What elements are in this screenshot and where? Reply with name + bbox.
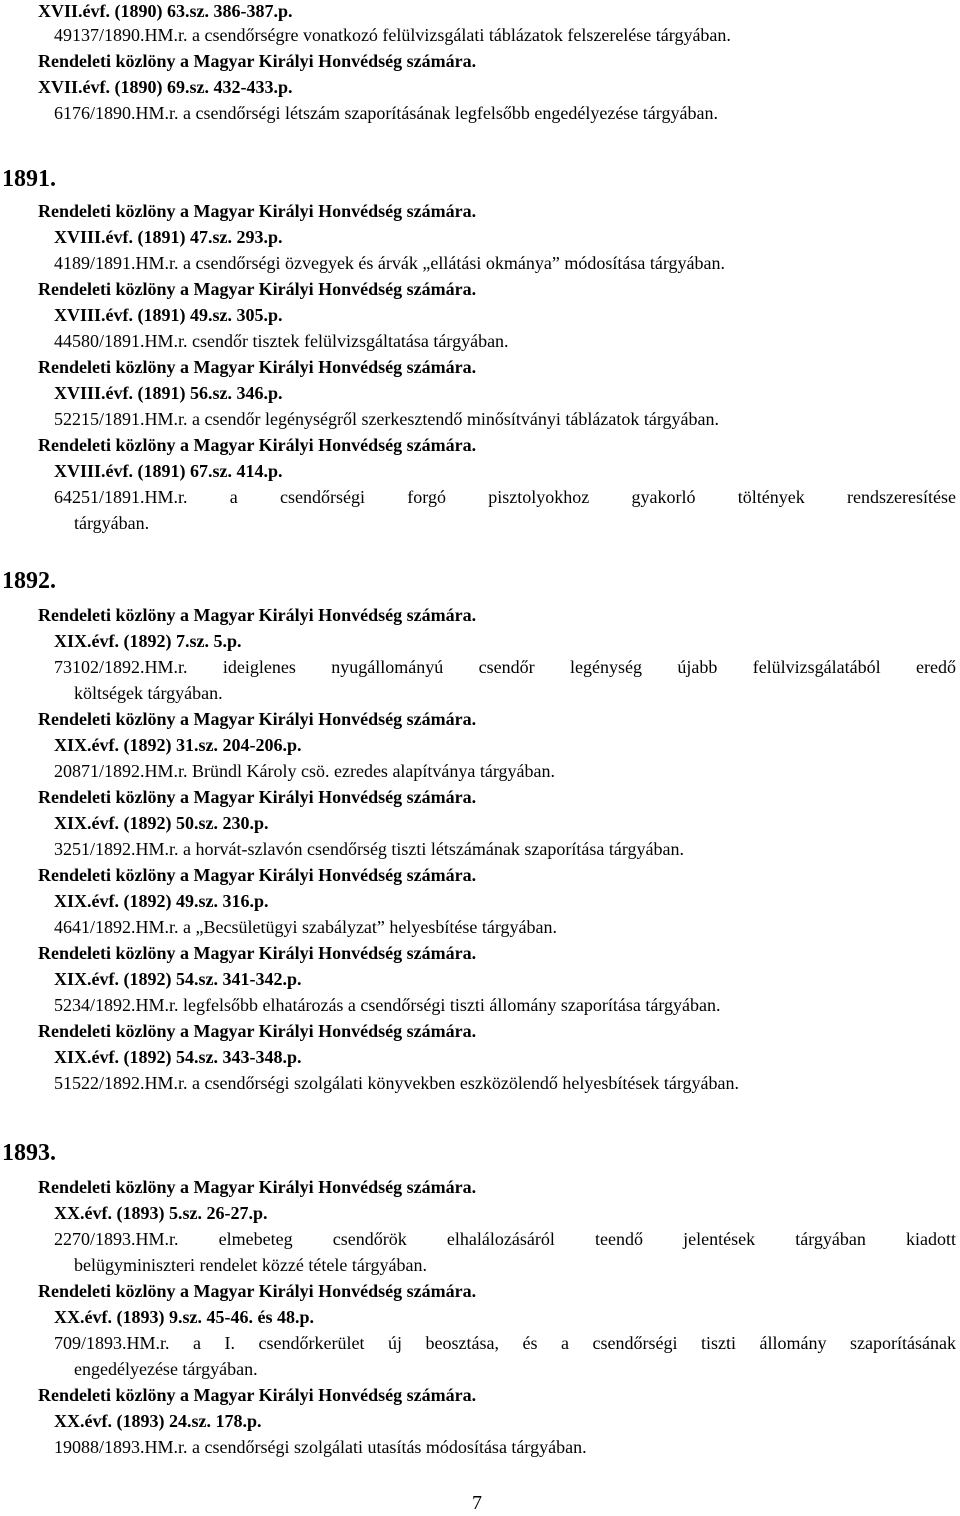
decree-description: 5234/1892.HM.r. legfelsőbb elhatározás a csendőrségi tiszti állomány szaporítása tárgyában. (54, 995, 721, 1015)
description-line: költségek tárgyában. (74, 683, 223, 703)
decree-description: 3251/1892.HM.r. a horvát-szlavón csendőrség tiszti létszámának szaporítása tárgyában. (54, 839, 684, 859)
volume-ref: XVIII.évf. (1891) 56.sz. 346.p. (54, 383, 283, 403)
decree-description: 20871/1892.HM.r. Bründl Károly csö. ezredes alapítványa tárgyában. (54, 761, 556, 781)
decree-description: 6176/1890.HM.r. a csendőrségi létszám szaporításának legfelsőbb engedélyezése tárgyában. (54, 103, 718, 123)
decree-description (54, 484, 956, 536)
year-heading: 1893. (2, 1140, 56, 1166)
source-title: Rendeleti közlöny a Magyar Királyi Honvédség számára. (38, 1281, 477, 1301)
description-line: tárgyában. (74, 513, 150, 533)
volume-ref: XX.évf. (1893) 24.sz. 178.p. (54, 1411, 262, 1431)
decree-description: 4189/1891.HM.r. a csendőrségi özvegyek és árvák „ellátási okmánya” módosítása tárgyában. (54, 253, 725, 273)
source-title: Rendeleti közlöny a Magyar Királyi Honvédség számára. (38, 943, 477, 963)
volume-ref: XVIII.évf. (1891) 47.sz. 293.p. (54, 227, 283, 247)
description-line: engedélyezése tárgyában. (74, 1359, 258, 1379)
decree-description: 19088/1893.HM.r. a csendőrségi szolgálati utasítás módosítása tárgyában. (54, 1437, 587, 1457)
year-heading: 1891. (2, 166, 56, 192)
volume-ref: XVII.évf. (1890) 63.sz. 386-387.p. (38, 1, 293, 21)
source-title: Rendeleti közlöny a Magyar Királyi Honvédség számára. (38, 787, 477, 807)
volume-ref: XIX.évf. (1892) 54.sz. 343-348.p. (54, 1047, 302, 1067)
description-line: 64251/1891.HM.r. a csendőrségi forgó pisztolyokhoz gyakorló töltények rendszeresítése (54, 487, 956, 507)
source-title: Rendeleti közlöny a Magyar Királyi Honvédség számára. (38, 201, 477, 221)
source-title: Rendeleti közlöny a Magyar Királyi Honvédség számára. (38, 357, 477, 377)
volume-ref: XVII.évf. (1890) 69.sz. 432-433.p. (38, 77, 293, 97)
description-line: 709/1893.HM.r. a I. csendőrkerület új beosztása, és a csendőrségi tiszti állomány szaporításának (54, 1333, 956, 1353)
volume-ref: XVIII.évf. (1891) 49.sz. 305.p. (54, 305, 283, 325)
source-title: Rendeleti közlöny a Magyar Királyi Honvédség számára. (38, 605, 477, 625)
source-title: Rendeleti közlöny a Magyar Királyi Honvédség számára. (38, 865, 477, 885)
source-title: Rendeleti közlöny a Magyar Királyi Honvédség számára. (38, 51, 477, 71)
volume-ref: XIX.évf. (1892) 50.sz. 230.p. (54, 813, 269, 833)
description-line: 2270/1893.HM.r. elmebeteg csendőrök elhalálozásáról teendő jelentések tárgyában kiadott (54, 1229, 956, 1249)
decree-description (54, 1226, 956, 1278)
volume-ref: XIX.évf. (1892) 7.sz. 5.p. (54, 631, 242, 651)
volume-ref: XX.évf. (1893) 9.sz. 45-46. és 48.p. (54, 1307, 314, 1327)
source-title: Rendeleti közlöny a Magyar Királyi Honvédség számára. (38, 709, 477, 729)
decree-description (54, 654, 956, 706)
volume-ref: XIX.évf. (1892) 49.sz. 316.p. (54, 891, 269, 911)
volume-ref: XVIII.évf. (1891) 67.sz. 414.p. (54, 461, 283, 481)
source-title: Rendeleti közlöny a Magyar Királyi Honvédség számára. (38, 1021, 477, 1041)
volume-ref: XIX.évf. (1892) 31.sz. 204-206.p. (54, 735, 302, 755)
description-line: belügyminiszteri rendelet közzé tétele tárgyában. (74, 1255, 428, 1275)
decree-description: 49137/1890.HM.r. a csendőrségre vonatkozó felülvizsgálati táblázatok felszerelése tárgyában. (54, 25, 731, 45)
source-title: Rendeleti közlöny a Magyar Királyi Honvédség számára. (38, 1177, 477, 1197)
volume-ref: XX.évf. (1893) 5.sz. 26-27.p. (54, 1203, 268, 1223)
description-line: 73102/1892.HM.r. ideiglenes nyugállományú csendőr legénység újabb felülvizsgálatából eredő (54, 657, 956, 677)
decree-description: 44580/1891.HM.r. csendőr tisztek felülvizsgáltatása tárgyában. (54, 331, 509, 351)
decree-description: 52215/1891.HM.r. a csendőr legénységről szerkesztendő minősítványi táblázatok tárgyában. (54, 409, 719, 429)
source-title: Rendeleti közlöny a Magyar Királyi Honvédség számára. (38, 279, 477, 299)
decree-description: 4641/1892.HM.r. a „Becsületügyi szabályzat” helyesbítése tárgyában. (54, 917, 558, 937)
volume-ref: XIX.évf. (1892) 54.sz. 341-342.p. (54, 969, 302, 989)
decree-description: 51522/1892.HM.r. a csendőrségi szolgálati könyvekben eszközölendő helyesbítések tárgyában. (54, 1073, 739, 1093)
decree-description (54, 1330, 956, 1382)
source-title: Rendeleti közlöny a Magyar Királyi Honvédség számára. (38, 435, 477, 455)
year-heading: 1892. (2, 568, 56, 594)
source-title: Rendeleti közlöny a Magyar Királyi Honvédség számára. (38, 1385, 477, 1405)
page-number: 7 (472, 1492, 482, 1514)
